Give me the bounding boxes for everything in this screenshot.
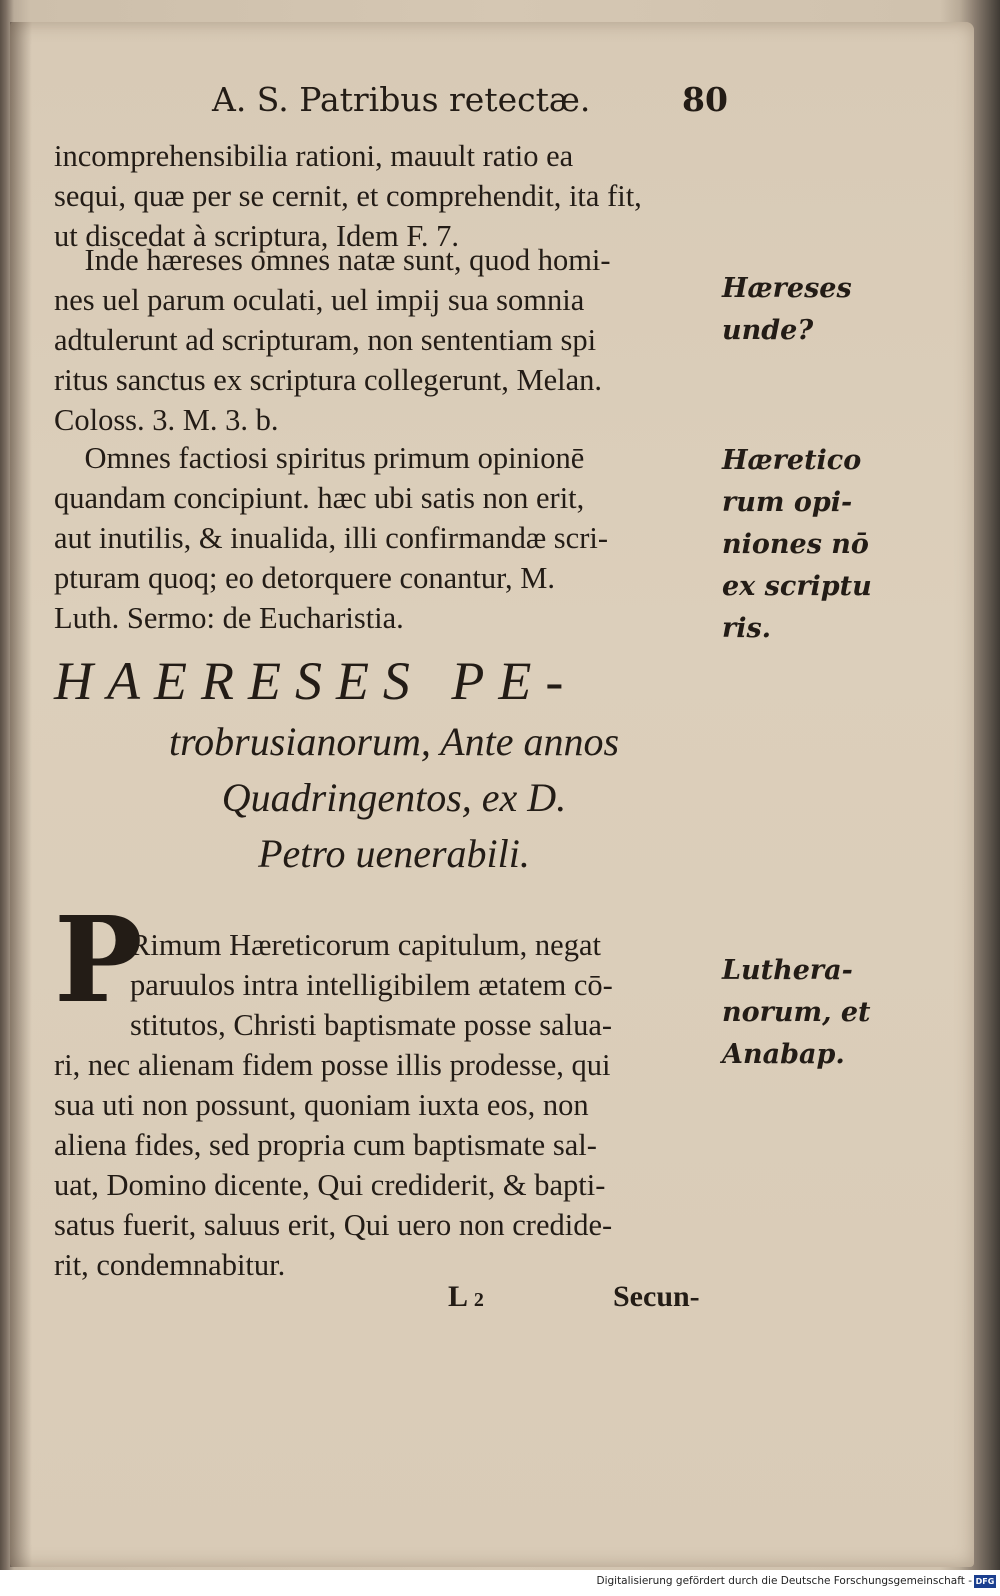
text-line: ri, nec alienam fidem posse illis prodesse, qui	[54, 1048, 611, 1082]
text-line: quandam concipiunt. hæc ubi satis non erit,	[54, 481, 585, 515]
margin-note-line: Hæreses	[722, 273, 852, 304]
text-line: paruulos intra intelligibilem ætatem cō-	[130, 968, 613, 1002]
drop-cap: P	[54, 890, 143, 1029]
text-line: Rimum Hæreticorum capitulum, negat	[130, 928, 601, 962]
margin-note-2	[722, 440, 872, 650]
text-line: rit, condemnabitur.	[54, 1248, 286, 1282]
text-line: nes uel parum oculati, uel impij sua somnia	[54, 283, 585, 317]
heading-line-2: trobrusianorum, Ante annos	[168, 719, 620, 764]
signature-mark	[448, 1280, 484, 1314]
running-title: A. S. Patribus retectæ.	[212, 80, 591, 119]
text-line: Luth. Sermo: de Eucharistia.	[54, 601, 404, 635]
heading-line-4: Petro uenerabili.	[258, 831, 530, 876]
signature-letter: L	[448, 1280, 467, 1313]
paragraph-4	[54, 925, 719, 1285]
text-line: Omnes factiosi spiritus primum opinionē	[54, 441, 585, 475]
margin-note-line: niones nō	[722, 529, 869, 560]
margin-note-3	[722, 950, 871, 1076]
margin-note-line: Luthera-	[722, 955, 853, 986]
text-line: aliena fides, sed propria cum baptismate sal-	[54, 1128, 597, 1162]
margin-note-1	[722, 268, 862, 352]
margin-note-line: rum opi-	[722, 487, 853, 518]
margin-note-line: unde?	[722, 315, 814, 346]
text-line: Inde hæreses omnes natæ sunt, quod homi-	[54, 243, 611, 277]
heading-line-3: Quadringentos, ex D.	[221, 775, 567, 820]
text-line: pturam quoq; eo detorquere conantur, M.	[54, 561, 556, 595]
page-gutter-shadow	[10, 22, 32, 1567]
paragraph-2	[54, 240, 719, 440]
paragraph-1	[54, 136, 719, 256]
text-line: sequi, quæ per se cernit, et comprehendit, ita fit,	[54, 179, 642, 213]
margin-note-line: norum, et	[722, 997, 871, 1028]
text-line: satus fuerit, saluus erit, Qui uero non credide-	[54, 1208, 613, 1242]
text-line: sua uti non possunt, quoniam iuxta eos, non	[54, 1088, 589, 1122]
margin-note-line: Anabap.	[722, 1039, 845, 1070]
catchword: Secun-	[613, 1280, 700, 1313]
signature-number: 2	[473, 1289, 484, 1311]
margin-note-line: Hæretico	[722, 445, 862, 476]
text-line: uat, Domino dicente, Qui crediderit, & bapti-	[54, 1168, 606, 1202]
running-header	[212, 80, 732, 124]
funding-credit: Digitalisierung gefördert durch die Deutsche Forschungsgemeinschaft -	[596, 1575, 972, 1587]
catchword-line	[448, 1280, 728, 1320]
text-line: stitutos, Christi baptismate posse salua-	[130, 1008, 613, 1042]
text-line: adtulerunt ad scripturam, non sententiam spi	[54, 323, 597, 357]
margin-note-line: ris.	[722, 613, 772, 644]
margin-note-line: ex scriptu	[722, 571, 872, 602]
paragraph-3	[54, 438, 719, 638]
page-number: 80	[682, 80, 728, 119]
dfg-logo-icon: DFG	[975, 1577, 995, 1586]
heading-line-1: HAERESES PE-	[54, 651, 578, 711]
text-line: ut discedat à scriptura, Idem F. 7.	[54, 219, 459, 253]
text-line: ritus sanctus ex scriptura collegerunt, Melan.	[54, 363, 602, 397]
section-heading	[54, 650, 734, 882]
text-line: aut inutilis, & inualida, illi confirmandæ scri-	[54, 521, 608, 555]
text-line: incomprehensibilia rationi, mauult ratio ea	[54, 139, 574, 173]
text-line: Coloss. 3. M. 3. b.	[54, 403, 279, 437]
